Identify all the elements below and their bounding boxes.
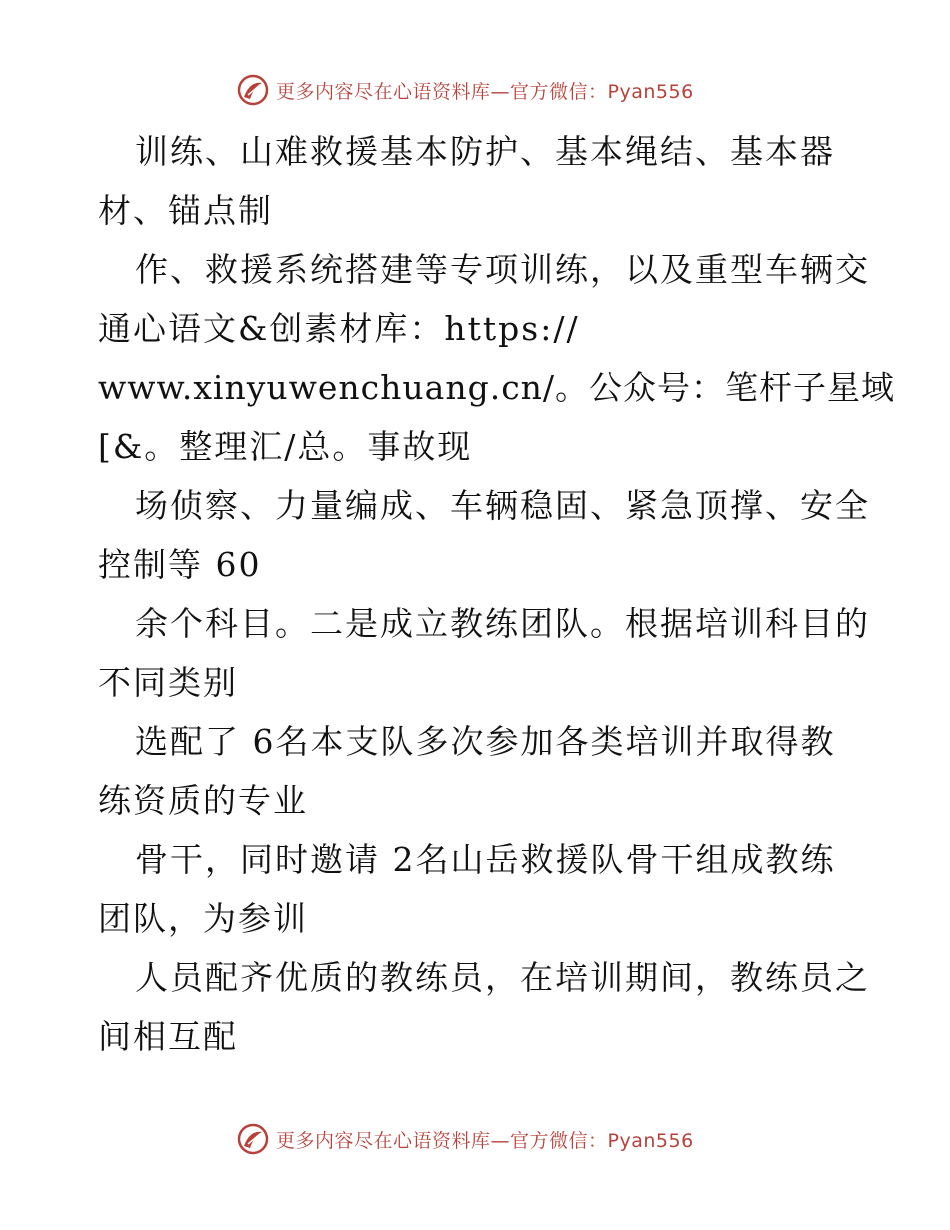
- text-line: 骨干，同时邀请 2名山岳救援队骨干组成教练: [135, 840, 836, 879]
- document-body: [98, 122, 896, 1066]
- header-watermark: [236, 72, 694, 108]
- text-line: 场侦察、力量编成、车辆稳固、紧急顶撑、安全: [135, 486, 870, 525]
- header-watermark-text: 更多内容尽在心语资料库—官方微信：Pyan556: [276, 80, 694, 103]
- text-line: 间相互配: [98, 1017, 238, 1056]
- logo-icon: [236, 73, 270, 107]
- text-line: 材、锚点制: [98, 191, 273, 230]
- text-line: [&。整理汇/总。事故现: [98, 427, 473, 466]
- text-line: 练资质的专业: [98, 781, 308, 820]
- text-line: 团队，为参训: [98, 899, 308, 938]
- text-line: 选配了 6名本支队多次参加各类培训并取得教: [135, 722, 836, 761]
- text-line: 通心语文&创素材库：https://: [98, 309, 580, 348]
- footer-watermark-text: 更多内容尽在心语资料库—官方微信：Pyan556: [276, 1129, 694, 1152]
- text-line: 余个科目。二是成立教练团队。根据培训科目的: [135, 604, 870, 643]
- logo-icon: [236, 1122, 270, 1156]
- text-line: 不同类别: [98, 663, 238, 702]
- text-line: 人员配齐优质的教练员，在培训期间，教练员之: [135, 958, 870, 997]
- text-line: 训练、山难救援基本防护、基本绳结、基本器: [135, 132, 835, 171]
- text-line: 作、救援系统搭建等专项训练，以及重型车辆交: [135, 250, 870, 289]
- footer-watermark: [236, 1121, 694, 1157]
- text-line: 控制等 60: [98, 545, 262, 584]
- text-line: www.xinyuwenchuang.cn/。公众号：笔杆子星域: [98, 368, 896, 407]
